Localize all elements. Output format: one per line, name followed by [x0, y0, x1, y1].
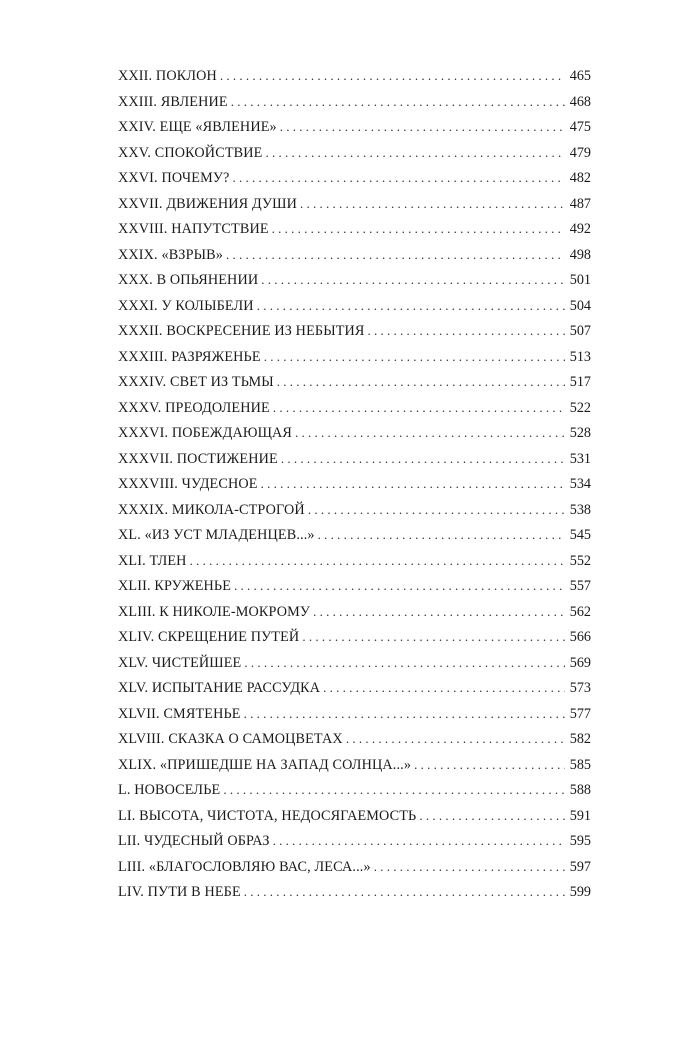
toc-entry-page-number: 573 [569, 680, 591, 696]
toc-entry[interactable] [118, 803, 591, 829]
toc-entry-page-number: 588 [569, 782, 591, 798]
toc-entry[interactable] [118, 165, 591, 191]
toc-entry[interactable] [118, 675, 591, 701]
toc-entry-page-number: 482 [569, 170, 591, 186]
dot-leader [244, 701, 565, 727]
toc-entry-title: XLIX. «ПРИШЕДШЕ НА ЗАПАД СОЛНЦА...» [118, 756, 412, 773]
toc-entry-title: XLV. ЧИСТЕЙШЕЕ [118, 654, 242, 671]
dot-leader [234, 573, 565, 599]
toc-entry-page-number: 577 [569, 705, 591, 722]
toc-entry[interactable] [118, 726, 591, 752]
dot-leader [419, 803, 565, 829]
toc-entry[interactable] [118, 114, 591, 140]
toc-entry-title: XXIII. ЯВЛЕНИЕ [118, 93, 228, 110]
toc-entry-page-number: 498 [569, 246, 591, 263]
dot-leader [273, 395, 565, 421]
toc-entry-page-number: 552 [569, 552, 591, 569]
toc-entry-title: XLIII. К НИКОЛЕ-МОКРОМУ [118, 603, 311, 620]
dot-leader [226, 242, 565, 268]
toc-entry-title: XXII. ПОКЛОН [118, 68, 217, 84]
toc-entry-page-number: 582 [569, 731, 591, 747]
toc-entry-title: XXXIX. МИКОЛА-СТРОГОЙ [118, 501, 305, 518]
table-of-contents [118, 63, 591, 905]
toc-entry-page-number: 557 [569, 578, 591, 594]
toc-entry-page-number: 562 [569, 603, 591, 620]
dot-leader [244, 879, 565, 905]
toc-entry[interactable] [118, 89, 591, 115]
dot-leader [233, 165, 566, 191]
toc-entry-page-number: 585 [569, 756, 591, 773]
toc-entry-title: XXX. В ОПЬЯНЕНИИ [118, 272, 259, 288]
dot-leader [414, 752, 565, 778]
dot-leader [368, 318, 565, 344]
toc-entry[interactable] [118, 752, 591, 778]
toc-entry[interactable] [118, 879, 591, 905]
toc-entry-title: XLIV. СКРЕЩЕНИЕ ПУТЕЙ [118, 629, 300, 645]
toc-entry-page-number: 504 [569, 297, 591, 314]
toc-entry-title: XLVIII. СКАЗКА О САМОЦВЕТАХ [118, 731, 343, 747]
dot-leader [244, 650, 565, 676]
dot-leader [318, 522, 565, 548]
toc-entry-page-number: 522 [569, 399, 591, 416]
toc-entry[interactable] [118, 242, 591, 268]
toc-entry-title: XXXVIII. ЧУДЕСНОЕ [118, 476, 258, 492]
toc-entry-page-number: 479 [569, 144, 591, 161]
dot-leader [281, 446, 565, 472]
toc-entry[interactable] [118, 140, 591, 166]
toc-entry-page-number: 538 [569, 501, 591, 518]
toc-entry[interactable] [118, 216, 591, 242]
toc-entry-title: XXVI. ПОЧЕМУ? [118, 170, 230, 186]
dot-leader [223, 777, 565, 803]
toc-entry-page-number: 566 [569, 629, 591, 645]
toc-entry-title: XLV. ИСПЫТАНИЕ РАССУДКА [118, 680, 321, 696]
toc-entry-title: XXXVII. ПОСТИЖЕНИЕ [118, 450, 278, 467]
toc-entry-title: XXXII. ВОСКРЕСЕНИЕ ИЗ НЕБЫТИЯ [118, 323, 365, 339]
dot-leader [272, 216, 565, 242]
toc-entry[interactable] [118, 420, 591, 446]
toc-entry[interactable] [118, 318, 591, 344]
toc-entry-page-number: 595 [569, 833, 591, 849]
toc-entry[interactable] [118, 650, 591, 676]
toc-entry[interactable] [118, 599, 591, 625]
toc-entry-title: XXXVI. ПОБЕЖДАЮЩАЯ [118, 425, 293, 441]
dot-leader [280, 114, 565, 140]
toc-entry[interactable] [118, 267, 591, 293]
toc-entry-title: XXIV. ЕЩЕ «ЯВЛЕНИЕ» [118, 119, 277, 135]
toc-entry[interactable] [118, 446, 591, 472]
toc-entry-title: XXXIII. РАЗРЯЖЕНЬЕ [118, 348, 261, 365]
toc-entry-title: LIV. ПУТИ В НЕБЕ [118, 884, 241, 900]
toc-entry-title: XL. «ИЗ УСТ МЛАДЕНЦЕВ...» [118, 527, 315, 543]
toc-entry-title: XXXI. У КОЛЫБЕЛИ [118, 297, 254, 314]
toc-entry-page-number: 591 [569, 807, 591, 824]
toc-entry-title: XXVIII. НАПУТСТВИЕ [118, 221, 269, 237]
toc-entry-page-number: 468 [569, 93, 591, 110]
dot-leader [273, 828, 565, 854]
toc-entry-page-number: 545 [569, 527, 591, 543]
dot-leader [265, 140, 565, 166]
dot-leader [257, 293, 565, 319]
toc-entry-page-number: 528 [569, 425, 591, 441]
toc-entry[interactable] [118, 471, 591, 497]
toc-entry-title: XXXIV. СВЕТ ИЗ ТЬМЫ [118, 374, 274, 390]
toc-entry-title: LII. ЧУДЕСНЫЙ ОБРАЗ [118, 833, 270, 849]
toc-entry[interactable] [118, 293, 591, 319]
toc-entry-page-number: 507 [569, 323, 591, 339]
toc-entry-title: L. НОВОСЕЛЬЕ [118, 782, 221, 798]
dot-leader [231, 89, 565, 115]
toc-entry-page-number: 597 [569, 858, 591, 875]
toc-entry-title: XLII. КРУЖЕНЬЕ [118, 578, 232, 594]
toc-entry-page-number: 517 [569, 374, 591, 390]
dot-leader [220, 63, 565, 89]
toc-entry-title: XXVII. ДВИЖЕНИЯ ДУШИ [118, 195, 297, 212]
toc-entry[interactable] [118, 777, 591, 803]
dot-leader [313, 599, 565, 625]
toc-entry[interactable] [118, 344, 591, 370]
toc-entry-title: XXV. СПОКОЙСТВИЕ [118, 144, 263, 161]
toc-entry-page-number: 475 [569, 119, 591, 135]
dot-leader [190, 548, 565, 574]
dot-leader [302, 624, 565, 650]
toc-entry-page-number: 513 [569, 348, 591, 365]
toc-entry-title: LI. ВЫСОТА, ЧИСТОТА, НЕДОСЯГАЕМОСТЬ [118, 807, 417, 824]
toc-entry-title: XXXV. ПРЕОДОЛЕНИЕ [118, 399, 270, 416]
dot-leader [308, 497, 565, 523]
dot-leader [300, 191, 565, 217]
toc-entry-page-number: 487 [569, 195, 591, 212]
toc-entry-page-number: 534 [569, 476, 591, 492]
toc-entry-title: LIII. «БЛАГОСЛОВЛЯЮ ВАС, ЛЕСА...» [118, 858, 371, 875]
toc-entry[interactable] [118, 624, 591, 650]
dot-leader [323, 675, 565, 701]
toc-entry[interactable] [118, 191, 591, 217]
toc-entry-page-number: 599 [569, 884, 591, 900]
dot-leader [261, 471, 565, 497]
dot-leader [374, 854, 565, 880]
toc-entry[interactable] [118, 369, 591, 395]
toc-entry[interactable] [118, 701, 591, 727]
dot-leader [261, 267, 565, 293]
toc-entry-title: XLVII. СМЯТЕНЬЕ [118, 705, 241, 722]
dot-leader [346, 726, 565, 752]
toc-entry[interactable] [118, 522, 591, 548]
toc-entry-page-number: 531 [569, 450, 591, 467]
dot-leader [295, 420, 565, 446]
toc-entry[interactable] [118, 573, 591, 599]
toc-entry[interactable] [118, 548, 591, 574]
toc-entry-page-number: 492 [569, 221, 591, 237]
toc-entry-title: XLI. ТЛЕН [118, 552, 187, 569]
toc-entry-page-number: 569 [569, 654, 591, 671]
toc-entry[interactable] [118, 395, 591, 421]
toc-entry[interactable] [118, 828, 591, 854]
dot-leader [264, 344, 565, 370]
toc-entry[interactable] [118, 63, 591, 89]
toc-entry[interactable] [118, 854, 591, 880]
toc-entry-page-number: 501 [569, 272, 591, 288]
toc-entry-title: XXIX. «ВЗРЫВ» [118, 246, 223, 263]
dot-leader [277, 369, 565, 395]
toc-entry-page-number: 465 [569, 68, 591, 84]
toc-entry[interactable] [118, 497, 591, 523]
